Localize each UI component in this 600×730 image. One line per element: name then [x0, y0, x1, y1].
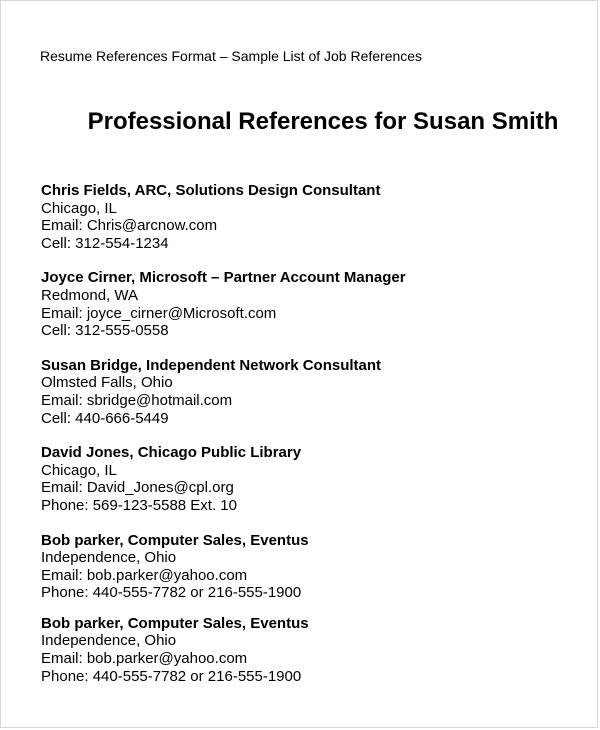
reference-email: Email: bob.parker@yahoo.com	[41, 566, 248, 584]
reference-phone: Cell: 440-666-5449	[41, 409, 169, 427]
reference-phone: Phone: 440-555-7782 or 216-555-1900	[41, 584, 302, 602]
reference-entry	[41, 444, 581, 514]
reference-email: Email: joyce_cirner@Microsoft.com	[41, 304, 277, 322]
reference-email: Email: sbridge@hotmail.com	[41, 391, 233, 409]
reference-location: Independence, Ohio	[41, 549, 177, 567]
reference-location: Olmsted Falls, Ohio	[41, 374, 173, 392]
reference-phone: Phone: 440-555-7782 or 216-555-1900	[41, 667, 302, 685]
reference-name: Chris Fields, ARC, Solutions Design Consultant	[41, 182, 381, 199]
reference-name: Bob parker, Computer Sales, Eventus	[41, 531, 309, 549]
reference-location: Chicago, IL	[41, 461, 117, 479]
document-header: Resume References Format – Sample List of Job References	[40, 48, 423, 64]
reference-entry	[41, 357, 581, 427]
reference-entry	[41, 532, 581, 602]
reference-name: Joyce Cirner, Microsoft – Partner Account Manager	[41, 269, 406, 287]
reference-entry	[41, 615, 581, 685]
reference-name: Bob parker, Computer Sales, Eventus	[41, 614, 309, 632]
reference-location: Independence, Ohio	[41, 632, 177, 650]
reference-phone: Cell: 312-554-1234	[41, 234, 169, 252]
reference-phone: Cell: 312-555-0558	[41, 322, 169, 340]
reference-name: Susan Bridge, Independent Network Consultant	[41, 356, 382, 374]
reference-entry	[41, 182, 581, 252]
reference-entry	[41, 269, 581, 339]
reference-location: Redmond, WA	[41, 286, 138, 304]
reference-email: Email: bob.parker@yahoo.com	[41, 650, 248, 668]
reference-phone: Phone: 569-123-5588 Ext. 10	[41, 496, 237, 514]
reference-email: Email: David_Jones@cpl.org	[41, 479, 234, 497]
reference-email: Email: Chris@arcnow.com	[41, 217, 218, 235]
reference-name: David Jones, Chicago Public Library	[41, 444, 302, 462]
references-list	[41, 182, 581, 702]
document-title: Professional References for Susan Smith	[87, 108, 559, 135]
reference-location: Chicago, IL	[41, 199, 117, 217]
